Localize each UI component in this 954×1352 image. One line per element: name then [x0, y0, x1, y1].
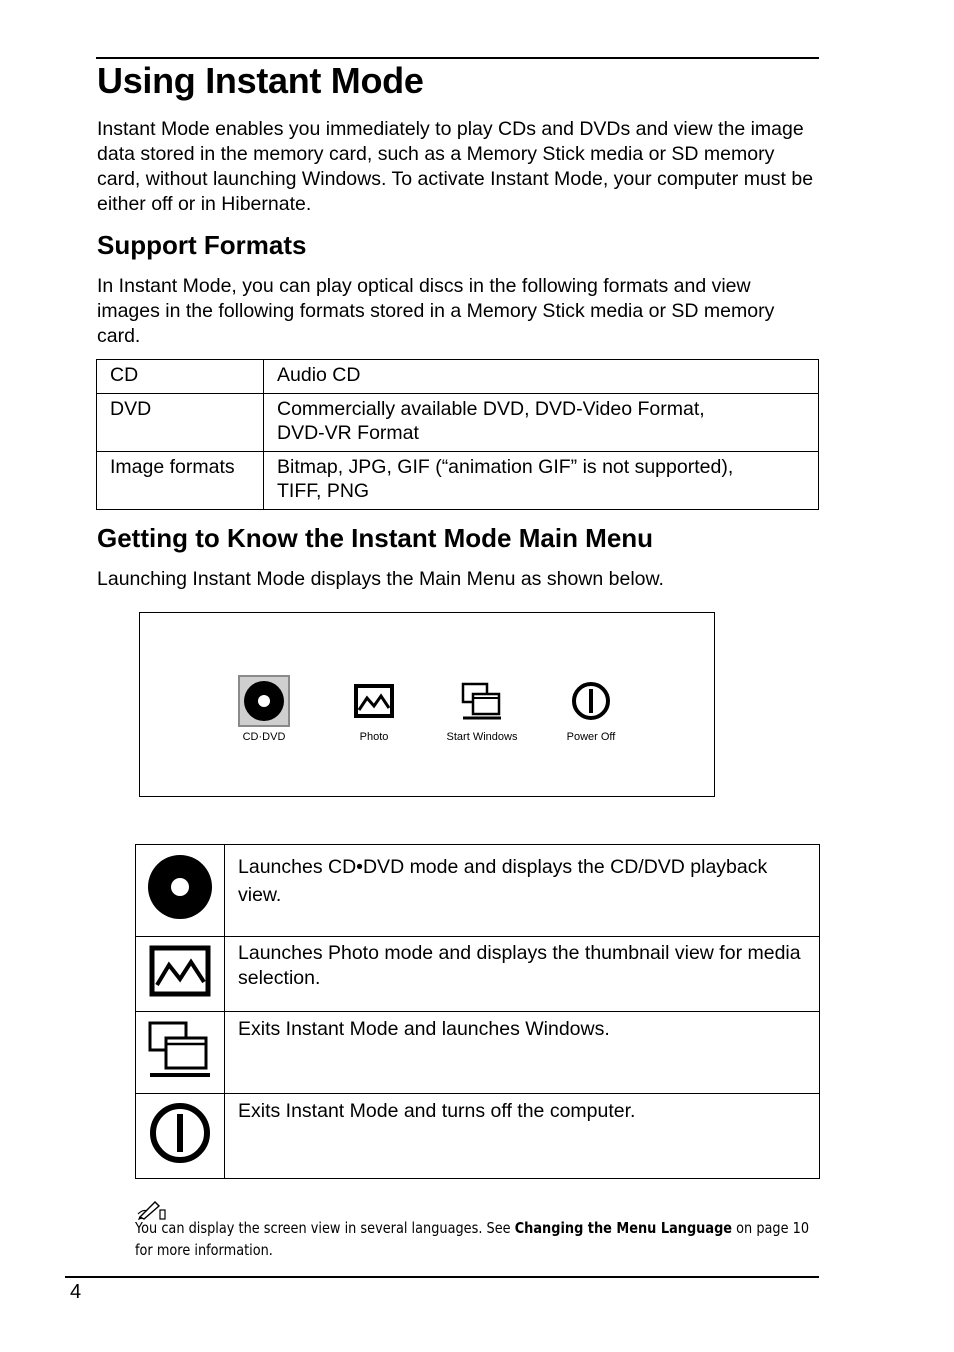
intro-paragraph: Instant Mode enables you immediately to play CDs and DVDs and view the image data stored in the memory card, such as a Memory Stick media or SD memory card, without launching Windows. To activate Instant Mode, your computer must be either off or in Hibernate. [97, 118, 814, 215]
photo-icon [149, 945, 211, 997]
format-type: DVD [97, 394, 264, 452]
power-icon [148, 1101, 212, 1165]
support-formats-text: In Instant Mode, you can play optical discs in the following formats and view images in the following formats stored in a Memory Stick media or SD memory card. [97, 275, 775, 347]
table-row [136, 1094, 820, 1179]
format-type: CD [97, 360, 264, 394]
menu-item-label: Photo [359, 731, 389, 743]
table-row [97, 394, 819, 452]
top-rule [96, 57, 819, 59]
windows-icon [456, 675, 508, 727]
description-text: Launches Photo mode and displays the thumbnail view for media selection. [225, 937, 820, 1012]
table-row [136, 1012, 820, 1094]
support-formats-heading: Support Formats [97, 230, 307, 260]
note-suffix: on page 10 for more information. [135, 1219, 810, 1259]
format-list: Bitmap, JPG, GIF (“animation GIF” is not supported), TIFF, PNG [264, 452, 819, 510]
menu-item-power-off[interactable] [541, 675, 641, 743]
note-text [135, 1217, 823, 1261]
formats-table [96, 359, 819, 510]
page-title: Using Instant Mode [97, 60, 424, 101]
menu-item-start-windows[interactable] [432, 675, 532, 743]
main-menu-screenshot [139, 612, 715, 797]
format-list: Commercially available DVD, DVD-Video Format, DVD-VR Format [264, 394, 819, 452]
menu-item-label: Power Off [566, 731, 616, 743]
description-text: Exits Instant Mode and launches Windows. [225, 1012, 820, 1094]
menu-item-cd-dvd[interactable] [214, 675, 314, 743]
main-menu-text: Launching Instant Mode displays the Main Menu as shown below. [97, 568, 664, 590]
table-row [97, 360, 819, 394]
table-row [136, 845, 820, 937]
table-row [136, 937, 820, 1012]
format-list: Audio CD [264, 360, 819, 394]
disc-icon [238, 675, 290, 727]
page-number: 4 [70, 1281, 82, 1303]
windows-icon [148, 1020, 212, 1078]
note-prefix: You can display the screen view in several languages. See [135, 1219, 515, 1237]
description-text: Launches CD•DVD mode and displays the CD/DVD playback view. [225, 845, 820, 937]
note-link[interactable]: Changing the Menu Language [514, 1219, 733, 1237]
photo-icon [348, 675, 400, 727]
bottom-rule [65, 1276, 819, 1278]
power-icon [565, 675, 617, 727]
menu-item-label: Start Windows [446, 731, 518, 743]
format-type: Image formats [97, 452, 264, 510]
table-row [97, 452, 819, 510]
menu-item-label: CD·DVD [242, 731, 286, 743]
menu-item-photo[interactable] [324, 675, 424, 743]
description-text: Exits Instant Mode and turns off the computer. [225, 1094, 820, 1179]
main-menu-heading: Getting to Know the Instant Mode Main Menu [97, 523, 654, 553]
disc-icon [147, 854, 213, 920]
icon-description-table [135, 844, 820, 1179]
